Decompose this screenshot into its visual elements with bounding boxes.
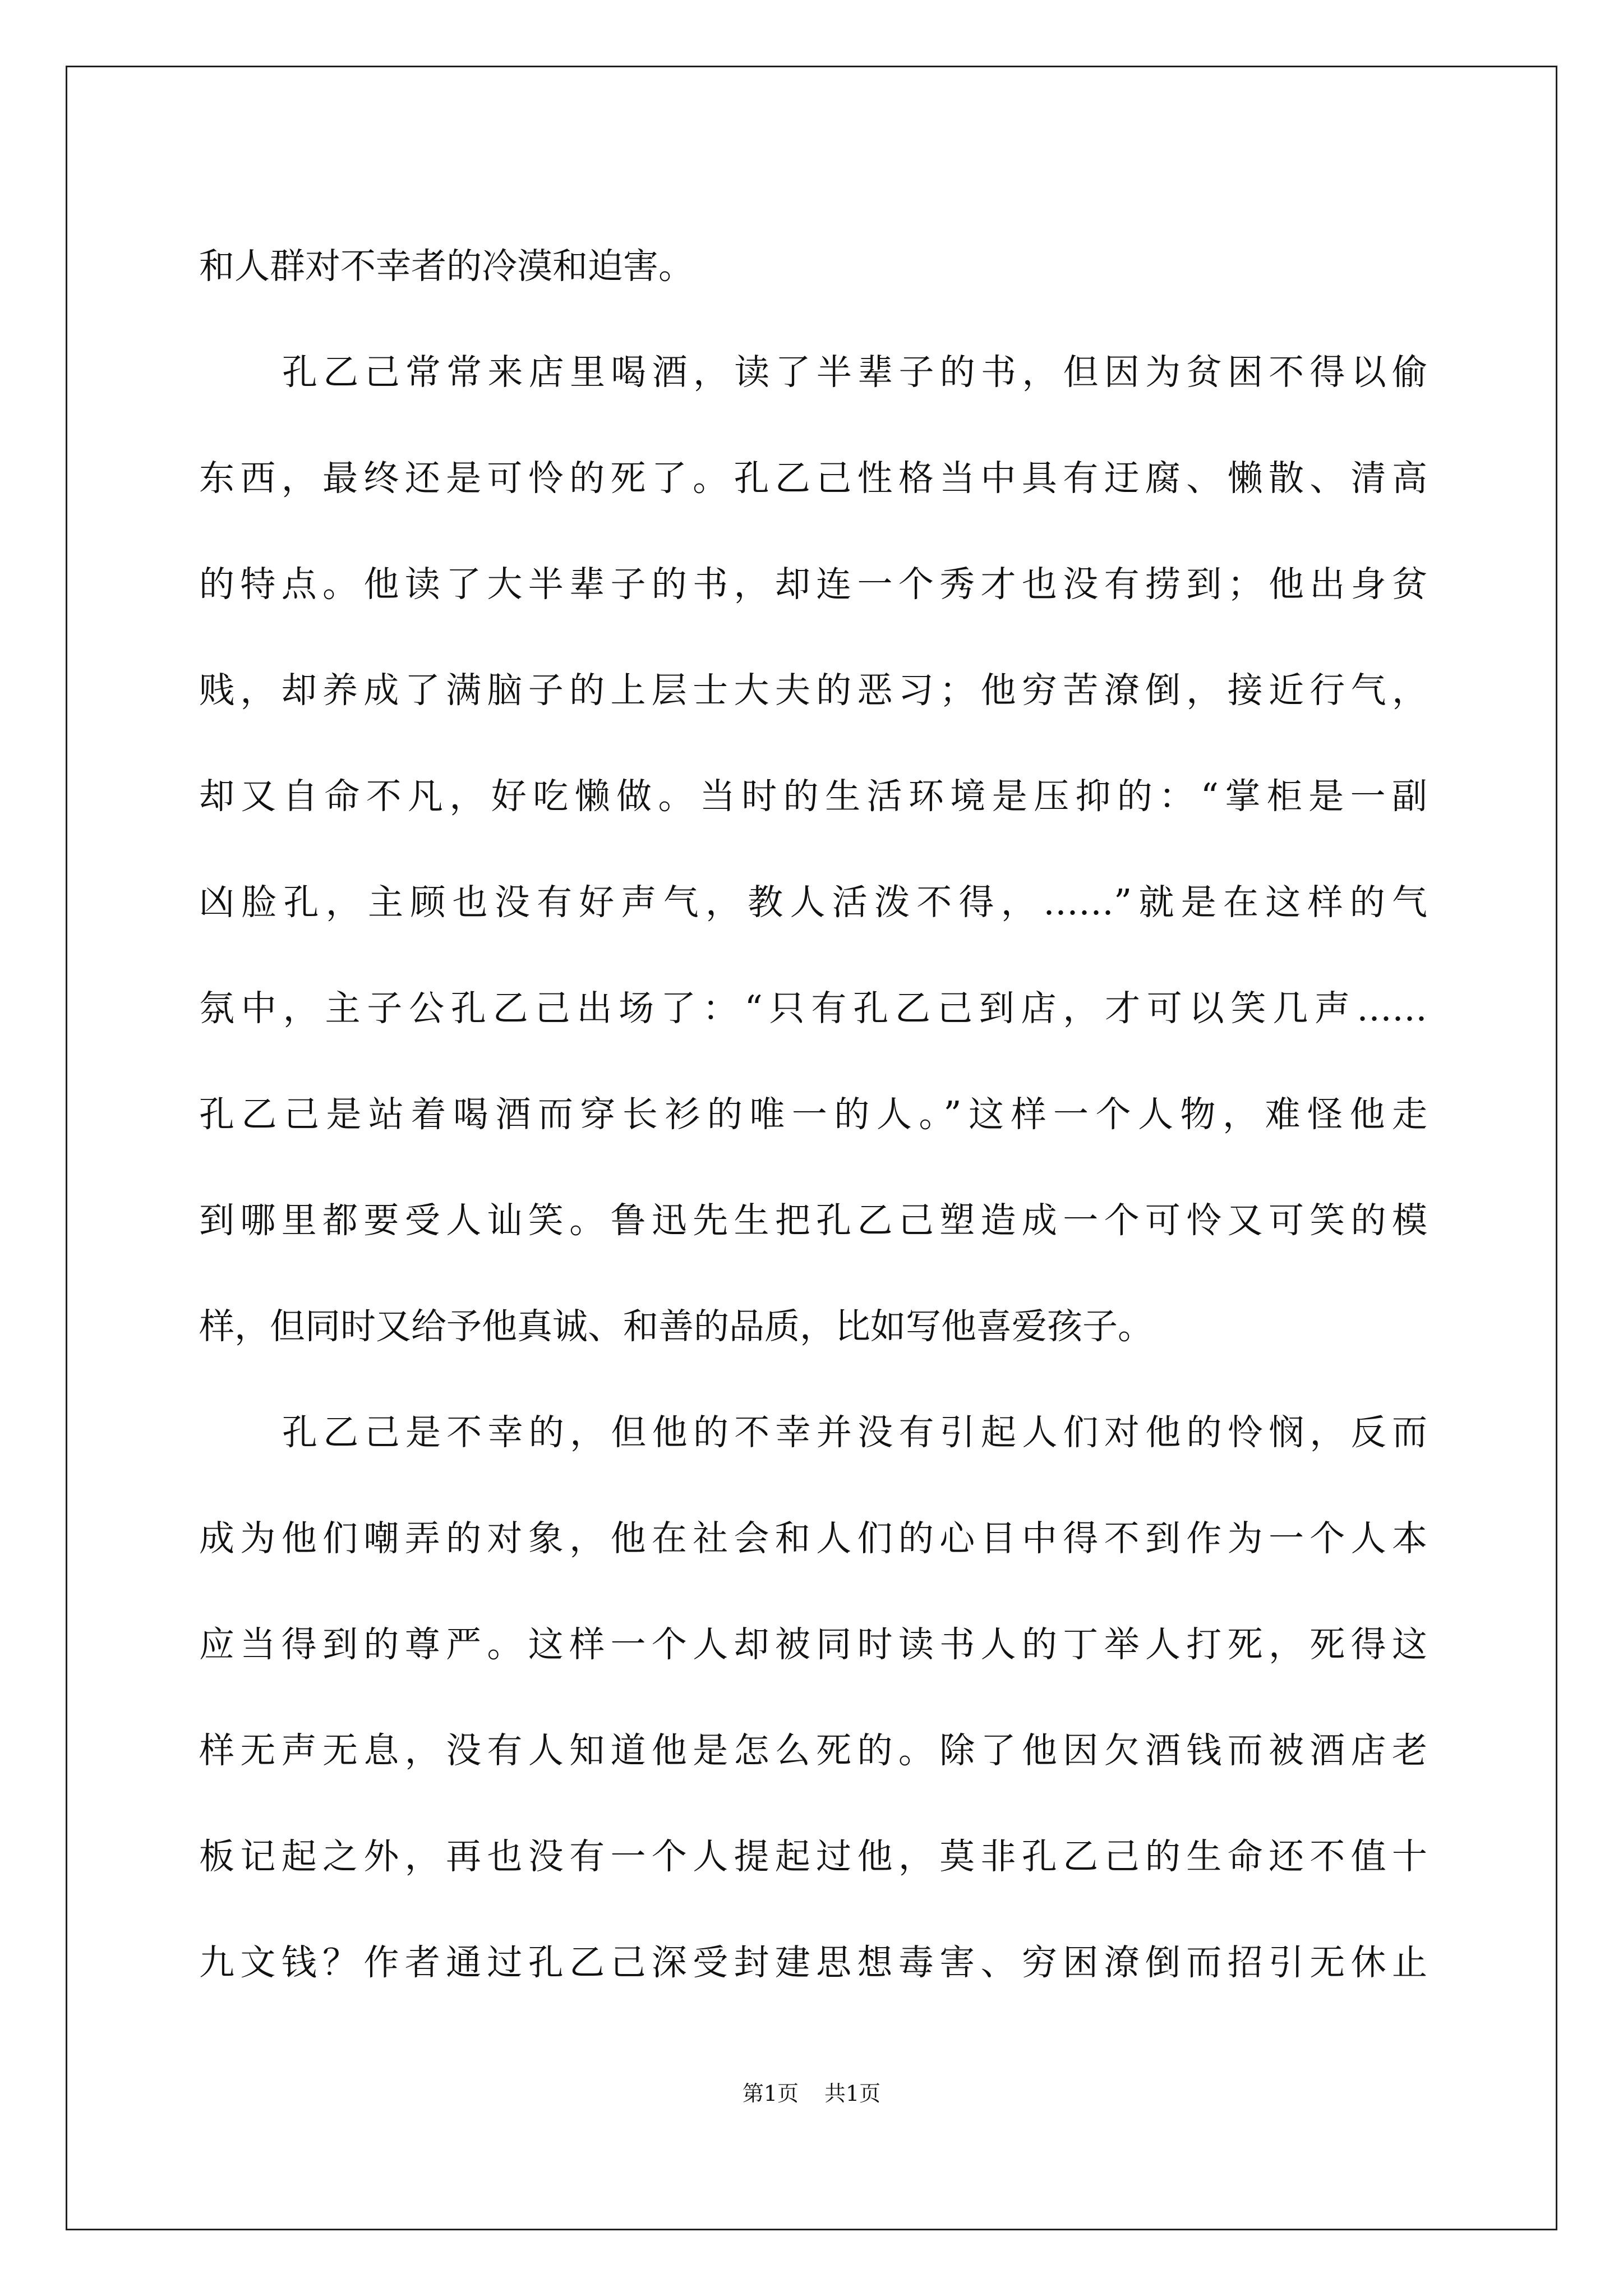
text-line: 却又自命不凡，好吃懒做。当时的生活环境是压抑的：“掌柜是一副 — [199, 776, 1427, 817]
text-line: 成为他们嘲弄的对象，他在社会和人们的心目中得不到作为一个人本 — [199, 1518, 1427, 1559]
text-line: 孔乙己是不幸的，但他的不幸并没有引起人们对他的怜悯，反而 — [282, 1412, 1427, 1453]
text-line: 氛中，主子公孔乙己出场了：“只有孔乙己到店，才可以笑几声…… — [199, 988, 1427, 1029]
page-total: 共1页 — [824, 2081, 881, 2106]
text-line: 贱，却养成了满脑子的上层士大夫的恶习；他穷苦潦倒，接近行气， — [199, 670, 1427, 711]
text-line: 凶脸孔，主顾也没有好声气，教人活泼不得，……”就是在这样的气 — [199, 882, 1427, 923]
document-body — [199, 213, 1427, 2016]
text-line: 九文钱？作者通过孔乙己深受封建思想毒害、穷困潦倒而招引无休止 — [199, 1942, 1427, 1983]
text-line: 到哪里都要受人讪笑。鲁迅先生把孔乙己塑造成一个可怜又可笑的模 — [199, 1200, 1427, 1241]
text-line: 样，但同时又给予他真诚、和善的品质，比如写他喜爱孩子。 — [199, 1306, 1153, 1347]
text-line: 的特点。他读了大半辈子的书，却连一个秀才也没有捞到；他出身贫 — [199, 564, 1427, 605]
page-number: 第1页 — [742, 2081, 799, 2106]
text-line: 应当得到的尊严。这样一个人却被同时读书人的丁举人打死，死得这 — [199, 1624, 1427, 1665]
text-line: 板记起之外，再也没有一个人提起过他，莫非孔乙己的生命还不值十 — [199, 1836, 1427, 1877]
text-line: 孔乙己是站着喝酒而穿长衫的唯一的人。”这样一个人物，难怪他走 — [199, 1094, 1427, 1135]
page-footer — [0, 2080, 1623, 2107]
text-line: 东西，最终还是可怜的死了。孔乙己性格当中具有迂腐、懒散、清高 — [199, 458, 1427, 499]
text-line: 样无声无息，没有人知道他是怎么死的。除了他因欠酒钱而被酒店老 — [199, 1730, 1427, 1771]
text-line: 孔乙己常常来店里喝酒，读了半辈子的书，但因为贫困不得以偷 — [282, 352, 1427, 393]
text-line: 和人群对不幸者的冷漠和迫害。 — [199, 246, 694, 287]
